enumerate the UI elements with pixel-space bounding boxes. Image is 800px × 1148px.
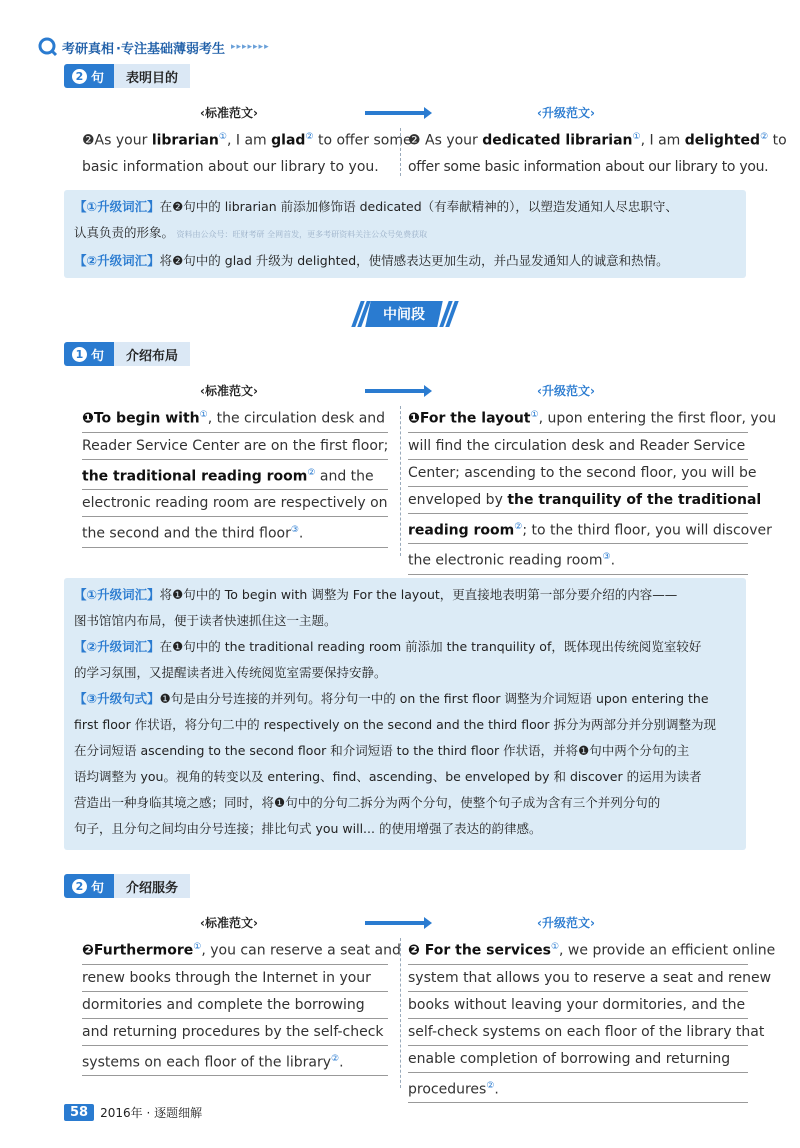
t: glad xyxy=(271,132,306,149)
text: dormitories and complete the borrowing xyxy=(82,996,365,1013)
sentence-tag-2 xyxy=(64,64,190,88)
note-line xyxy=(74,816,736,842)
text: the second and the third floor xyxy=(82,525,291,542)
text: , we provide an efficient online xyxy=(559,942,776,959)
text-line xyxy=(82,124,412,154)
text-line xyxy=(408,487,762,514)
sentence-marker: ❶ xyxy=(82,410,94,427)
text: and returning procedures by the self-check xyxy=(82,1023,384,1040)
text-line xyxy=(82,517,388,548)
note-ref: ① xyxy=(193,942,202,952)
highlight-phrase: reading room xyxy=(408,522,515,539)
text-line xyxy=(82,992,388,1019)
brand-slogan: ·专注基础薄弱考生 xyxy=(116,41,225,57)
page-footer xyxy=(64,1104,202,1121)
note-ref: ① xyxy=(530,410,539,420)
column-divider xyxy=(400,128,401,176)
banner-box xyxy=(365,301,443,327)
text-line xyxy=(82,402,388,433)
note-text: 的学习氛围，又提醒读者进入传统阅览室需要保持安静。 xyxy=(74,665,387,680)
tag-number xyxy=(64,64,114,88)
note-text: 句子，且分句之间均由分号连接；排比句式 you will... 的使用增强了表达的韵律感。 xyxy=(74,821,542,836)
note-ref: ② xyxy=(514,521,523,532)
sentence-tag-2b xyxy=(64,874,190,898)
highlight-phrase: Furthermore xyxy=(93,942,194,959)
text-line xyxy=(82,1019,388,1046)
note-line xyxy=(74,712,736,738)
tag-number xyxy=(64,874,114,898)
text-line xyxy=(408,124,787,154)
note-text: first floor 作状语，将分句二中的 respectively on the second and the third floor 拆分为两部分并分别调整为现 xyxy=(74,717,716,732)
text-line xyxy=(408,992,748,1019)
text: procedures xyxy=(408,1081,487,1098)
text: enable completion of borrowing and returning xyxy=(408,1050,731,1067)
text: . xyxy=(494,1081,499,1098)
note-text: 认真负责的形象。 xyxy=(74,225,175,240)
tag-circle: 2 xyxy=(72,879,87,894)
tag-sentence-label: 句 xyxy=(91,880,105,896)
text-line xyxy=(408,965,772,992)
t: ② xyxy=(760,132,769,142)
text: Reader Service Center are on the first floor; xyxy=(82,437,389,454)
text-line xyxy=(408,460,757,487)
note-text: ❶句是由分号连接的并列句。将分句一中的 on the first floor 调整为介词短语 upon entering the xyxy=(159,691,709,706)
t: to offer some xyxy=(313,132,412,149)
sentence-marker: ❷ xyxy=(82,942,94,959)
tag-number xyxy=(64,342,114,366)
arrows-decoration: ▸▸▸▸▸▸▸ xyxy=(230,42,270,52)
text: . xyxy=(339,1054,344,1071)
t: dedicated librarian xyxy=(482,132,633,149)
column-divider xyxy=(400,938,401,1088)
note-line xyxy=(74,738,736,764)
text: the electronic reading room xyxy=(408,552,603,569)
highlight-phrase: To begin with xyxy=(93,410,200,427)
text: enveloped by xyxy=(408,491,508,508)
text: Center; ascending to the second floor, you will be xyxy=(408,464,757,481)
highlight-phrase: the traditional reading room xyxy=(82,468,308,485)
text-line xyxy=(82,934,401,965)
text-line xyxy=(408,1073,748,1104)
arrow-icon xyxy=(365,921,425,925)
standard-text-1 xyxy=(82,124,412,180)
note-line xyxy=(74,634,736,660)
highlight-phrase: the tranquility of the traditional xyxy=(507,491,762,508)
standard-text-2 xyxy=(82,402,388,548)
note-line xyxy=(74,248,736,274)
text-line: basic information about our library to you. xyxy=(82,158,379,175)
note-text: 将❷句中的 glad 升级为 delighted，使情感表达更加生动，并凸显发通知人的诚意和热情。 xyxy=(159,253,669,268)
note-line xyxy=(74,220,736,248)
upgraded-text-3 xyxy=(408,934,776,1103)
note-line xyxy=(74,194,736,220)
tag-circle: 1 xyxy=(72,347,87,362)
t: to xyxy=(768,132,787,149)
text-line xyxy=(408,544,748,575)
standard-label: ‹标准范文› xyxy=(200,916,258,930)
text-line xyxy=(82,433,388,460)
upgraded-text-2 xyxy=(408,402,777,575)
sentence-tag-1 xyxy=(64,342,190,366)
upgraded-text-1 xyxy=(408,124,787,180)
tag-title: 介绍布局 xyxy=(114,342,190,366)
note-label: 【②升级词汇】 xyxy=(74,253,160,268)
note-text: 营造出一种身临其境之感；同时，将❶句中的分句二拆分为两个分句，使整个句子成为含有三个并列分句的 xyxy=(74,795,661,810)
text-line xyxy=(408,1046,748,1073)
t: delighted xyxy=(684,132,761,149)
highlight-phrase: For the layout xyxy=(419,410,531,427)
t: , I am xyxy=(640,132,685,149)
tag-title: 介绍服务 xyxy=(114,874,190,898)
footer-text: 2016年 · 逐题细解 xyxy=(100,1106,203,1120)
page-header xyxy=(38,36,270,58)
sentence-marker: ❷ xyxy=(408,942,425,959)
column-divider xyxy=(400,406,401,556)
banner-title: 中间段 xyxy=(383,307,425,323)
note-box-2 xyxy=(64,578,746,850)
note-line xyxy=(74,764,736,790)
note-ref: ② xyxy=(486,1080,495,1091)
t: ① xyxy=(632,132,641,142)
tag-sentence-label: 句 xyxy=(91,348,105,364)
note-ref: ② xyxy=(331,1053,340,1064)
text-line xyxy=(408,514,772,545)
text: and the xyxy=(315,468,374,485)
text-line xyxy=(82,460,388,491)
note-label: 【①升级词汇】 xyxy=(74,587,160,602)
text: system that allows you to reserve a seat and renew xyxy=(408,969,772,986)
text: renew books through the Internet in your xyxy=(82,969,371,986)
text: systems on each floor of the library xyxy=(82,1054,332,1071)
note-text: 将❶句中的 To begin with 调整为 For the layout，更直接地表明第一部分要介绍的内容—— xyxy=(159,587,678,602)
highlight-phrase: For the services xyxy=(424,942,551,959)
text: , the circulation desk and xyxy=(207,410,386,427)
note-label: 【①升级词汇】 xyxy=(74,199,160,214)
text-line xyxy=(408,433,748,460)
watermark-text: 资料由公众号：旺财考研 全网首发，更多考研资料关注公众号免费获取 xyxy=(174,230,428,239)
note-line xyxy=(74,790,736,816)
standard-label: ‹标准范文› xyxy=(200,106,258,120)
note-ref: ① xyxy=(199,410,208,420)
upgraded-label: ‹升级范文› xyxy=(537,916,595,930)
tag-circle: 2 xyxy=(72,69,87,84)
t: librarian xyxy=(151,132,219,149)
text-line: offer some basic information about our library to you. xyxy=(408,158,769,175)
text-line xyxy=(82,1046,388,1077)
note-text: 图书馆馆内布局，便于读者快速抓住这一主题。 xyxy=(74,613,337,628)
text: . xyxy=(610,552,616,569)
note-line xyxy=(74,608,736,634)
upgraded-label: ‹升级范文› xyxy=(537,106,595,120)
brand-name: 考研真相 xyxy=(62,41,115,57)
t: ❷As your xyxy=(82,132,152,149)
text: , upon entering the first floor, you xyxy=(538,410,777,427)
arrow-icon xyxy=(365,389,425,393)
text-line xyxy=(408,934,776,965)
text: ; to the third floor, you will discover xyxy=(522,522,772,539)
note-text: 在❷句中的 librarian 前添加修饰语 dedicated（有奉献精神的），以塑造发通知人尽忠职守、 xyxy=(159,199,678,214)
text-line xyxy=(408,1019,765,1046)
tag-title: 表明目的 xyxy=(114,64,190,88)
arrow-icon xyxy=(365,111,425,115)
note-text: 语均调整为 you。视角的转变以及 entering、find、ascending、be enveloped by 和 discover 的运用为读者 xyxy=(74,769,702,784)
upgraded-label: ‹升级范文› xyxy=(537,384,595,398)
note-box-1 xyxy=(64,190,746,278)
text-line xyxy=(82,490,388,517)
note-ref: ② xyxy=(307,467,316,478)
t: , I am xyxy=(226,132,272,149)
t: ❷ As your xyxy=(408,132,483,149)
standard-text-3 xyxy=(82,934,401,1076)
note-label: 【②升级词汇】 xyxy=(74,639,160,654)
note-text: 在分词短语 ascending to the second floor 和介词短语 to the third floor 作状语，并将❶句中两个分句的主 xyxy=(74,743,690,758)
text-line xyxy=(82,965,388,992)
magnifier-logo-icon xyxy=(38,37,58,57)
text-line xyxy=(408,402,777,433)
page-number: 58 xyxy=(64,1104,94,1121)
note-line xyxy=(74,582,736,608)
note-line xyxy=(74,660,736,686)
section-banner xyxy=(356,301,454,327)
note-ref: ① xyxy=(550,942,560,952)
standard-label: ‹标准范文› xyxy=(200,384,258,398)
note-ref: ③ xyxy=(290,525,299,536)
note-label: 【③升级句式】 xyxy=(74,691,160,706)
text: , you can reserve a seat and xyxy=(201,942,401,959)
note-ref: ③ xyxy=(602,552,611,563)
note-line xyxy=(74,686,736,712)
text: electronic reading room are respectively on xyxy=(82,495,388,512)
text: self-check systems on each floor of the library that xyxy=(408,1023,765,1040)
text: books without leaving your dormitories, and the xyxy=(408,996,746,1013)
note-text: 在❶句中的 the traditional reading room 前添加 the tranquility of，既体现出传统阅览室较好 xyxy=(159,639,702,654)
sentence-marker: ❶ xyxy=(408,410,420,427)
t: ① xyxy=(218,132,227,142)
t: ② xyxy=(305,132,314,142)
text: will find the circulation desk and Reader Service xyxy=(408,437,746,454)
text: . xyxy=(298,525,304,542)
tag-sentence-label: 句 xyxy=(91,70,105,86)
